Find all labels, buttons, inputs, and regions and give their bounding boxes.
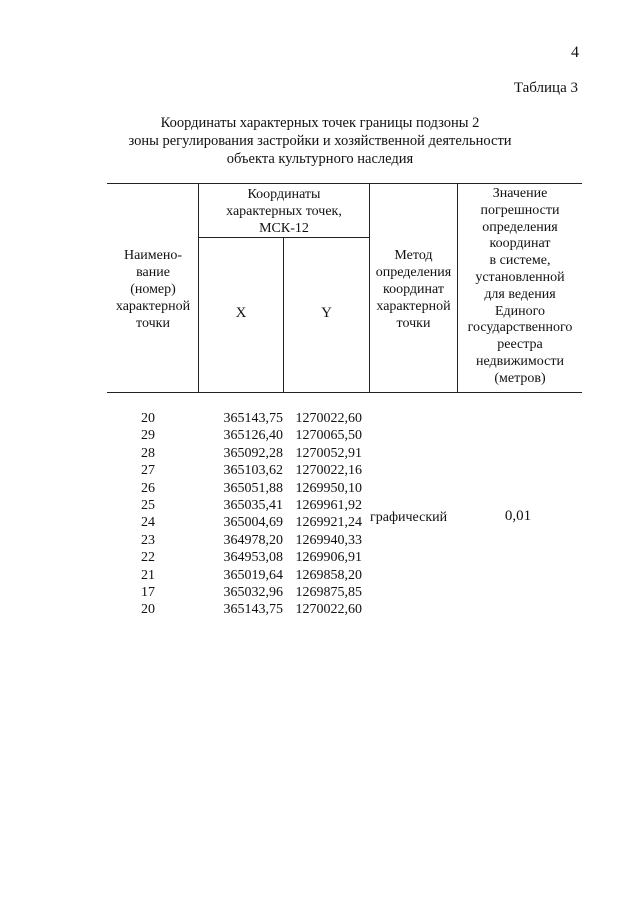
table-cell: 1270052,91	[295, 445, 362, 461]
page-number: 4	[571, 44, 579, 61]
point-number-column	[108, 410, 188, 619]
table-cell: 1269921,24	[295, 515, 362, 531]
table-cell: 29	[141, 428, 155, 444]
header-point-name: Наимено- вание (номер) характерной точки	[115, 248, 191, 331]
table-cell: 365035,41	[223, 498, 283, 514]
table-cell: 28	[141, 445, 155, 461]
table-cell: 365103,62	[223, 463, 283, 479]
table-cell: 24	[141, 515, 155, 531]
table-cell: 20	[141, 602, 155, 618]
table-cell: 364953,08	[223, 550, 283, 566]
table-cell: 25	[141, 498, 155, 514]
title-line: Координаты характерных точек границы подзоны 2	[160, 115, 480, 131]
header-x: X	[235, 305, 247, 321]
table-cell: 1269940,33	[295, 532, 362, 548]
table-cell: 21	[141, 567, 155, 583]
table-cell: 17	[141, 585, 155, 601]
table-cell: 364978,20	[223, 532, 283, 548]
table-cell: 365004,69	[223, 515, 283, 531]
table-cell: 1269875,85	[295, 585, 362, 601]
method-value: графический	[370, 510, 448, 525]
table-label: Таблица 3	[513, 80, 578, 96]
header-method: Метод определения координат характерной точки	[375, 248, 452, 331]
table-cell: 23	[141, 532, 155, 548]
table-cell: 1270022,60	[295, 411, 362, 426]
table-cell: 365143,75	[223, 411, 283, 426]
header-y: Y	[321, 305, 332, 321]
table-cell: 365051,88	[223, 480, 283, 496]
header-error: Значение погрешности определения координат в системе, установленной для ведения Единого государственного реестра недвижимости (метров)	[467, 186, 573, 386]
error-value: 0,01	[504, 508, 532, 524]
table-cell: 1270022,60	[295, 602, 362, 618]
table-cell: 26	[141, 480, 155, 496]
table-cell: 365019,64	[223, 567, 283, 583]
table-cell: 27	[141, 463, 155, 479]
table-cell: 365143,75	[223, 602, 283, 618]
title-line: зоны регулирования застройки и хозяйственной деятельности	[128, 133, 512, 149]
table-top-border	[107, 183, 582, 184]
header-coordinates: Координаты характерных точек, МСК-12	[226, 187, 342, 236]
table-cell: 365126,40	[223, 428, 283, 444]
table-cell: 1270065,50	[295, 428, 362, 444]
table-cell: 365032,96	[223, 585, 283, 601]
x-coordinate-column	[193, 410, 283, 619]
table-cell: 1269906,91	[295, 550, 362, 566]
table-cell: 22	[141, 550, 155, 566]
y-coordinate-column	[280, 410, 362, 619]
table-cell: 365092,28	[223, 445, 283, 461]
table-cell: 1269858,20	[295, 567, 362, 583]
table-cell: 1269950,10	[295, 480, 362, 496]
table-title	[100, 114, 540, 168]
table-cell: 1269961,92	[295, 498, 362, 514]
table-cell: 20	[141, 411, 155, 426]
table-header-bottom-border	[107, 392, 582, 393]
table-cell: 1270022,16	[295, 463, 362, 479]
title-line: объекта культурного наследия	[226, 151, 414, 167]
